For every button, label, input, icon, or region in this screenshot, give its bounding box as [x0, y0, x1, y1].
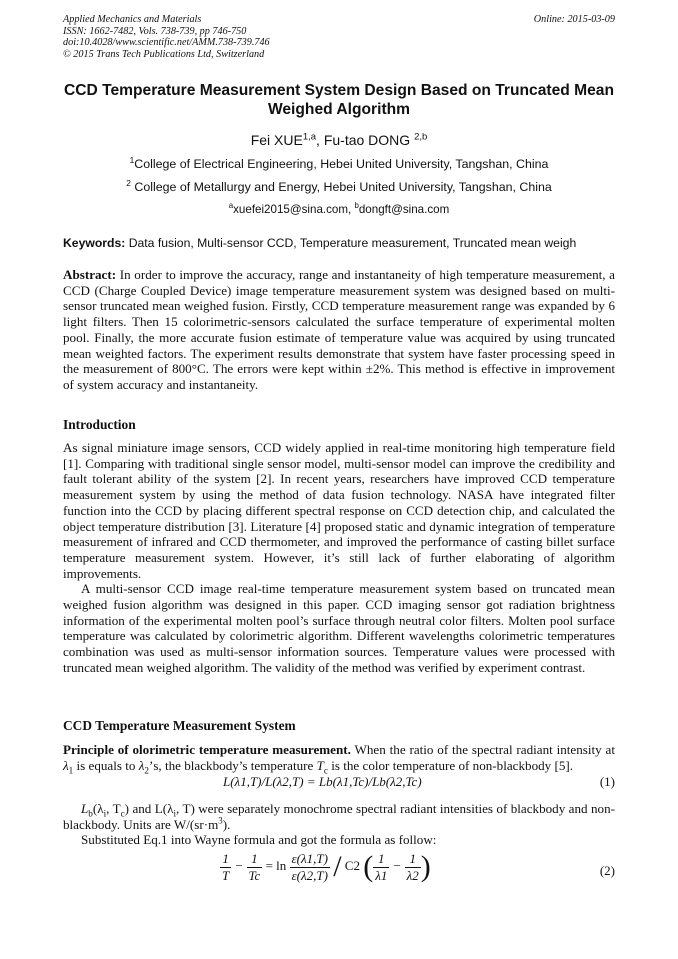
minus-2: − — [392, 857, 402, 873]
principle-text-c: ’s, the blackbody’s temperature — [148, 757, 317, 773]
desc-i-sub: i — [103, 808, 107, 819]
frac-1-over-l1 — [373, 851, 389, 884]
abstract-text: In order to improve the accuracy, range and instantaneity of high temperature measurement, a CCD (Charge Coupled Device) image temperature measurement system was designed based on multi-sensor truncated mean weighed fusion. Firstly, CCD temperature measurement range was expanded by 6 light filters. Then 15 colorimetric-sensors calculated the surface temperature of experimental molten pool. Finally, the more accurate fusion estimate of temperature value was acquired by using truncated mean weighted factors. The experiment results demonstrate that system have faster processing speed in the measurement of 800°C. The errors were kept within ±2%. This method is effective in improvement of system accuracy and instantaneity. — [63, 267, 615, 392]
desc-c-sub: c — [120, 808, 125, 819]
author-2-sup: 2,b — [414, 131, 428, 143]
author-1-sup: 1,a — [302, 131, 317, 143]
desc-text-a: (λ — [92, 801, 104, 816]
affiliation-2 — [63, 177, 615, 194]
abstract — [63, 267, 615, 393]
desc-text-f: ). — [222, 816, 231, 832]
equation-1-number: (1) — [599, 774, 615, 789]
affiliation-2-text: College of Metallurgy and Energy, Hebei United University, Tangshan, China — [134, 180, 552, 194]
affiliation-1 — [63, 154, 615, 171]
keywords-line — [63, 236, 615, 250]
c2-constant: C2 — [344, 857, 360, 873]
doi-line: doi:10.4028/www.scientific.net/AMM.738-739.746 — [63, 37, 270, 49]
frac-1-over-l2 — [405, 851, 421, 884]
keywords-text: Data fusion, Multi-sensor CCD, Temperature measurement, Truncated mean weigh — [128, 236, 577, 250]
epsilon-num: ε(λ1,T) — [291, 850, 328, 866]
epsilon-den: ε(λ2,T) — [291, 867, 328, 883]
keywords-label: Keywords: — [63, 236, 126, 250]
paper-title: CCD Temperature Measurement System Design Based on Truncated Mean Weighed Algorithm — [64, 82, 614, 118]
principle-label: Principle of olorimetric temperature measurement. — [63, 742, 351, 757]
author-line — [63, 132, 615, 148]
email-b[interactable]: dongft@sina.com — [358, 203, 450, 216]
frac-4-num: 1 — [405, 851, 421, 868]
intro-paragraph-2: A multi-sensor CCD image real-time temperature measurement system based on truncated mean weighed fusion algorithm was designed in this paper. CCD imaging sensor got radiation brightness information of the experimental molten pool’s surface through neutral color filters. Molten pool surface temperature was calculated by colorimetric algorithm. Different wavelengths colorimetric temperatures combination was used as multi-sensor information sources. Temperature values were processed with truncated mean weighed algorithm. The validity of the method was verified by experiment contrast. — [63, 581, 615, 675]
principle-text-d: is the color temperature of non-blackbody [5]. — [327, 757, 574, 773]
principle-text-a: When the ratio of the spectral radiant intensity at — [354, 742, 615, 757]
journal-header — [63, 14, 270, 60]
frac-1-num: 1 — [220, 851, 231, 868]
lambda-1-sub: 1 — [68, 765, 74, 776]
equation-1 — [63, 774, 615, 792]
frac-2-den: Tc — [248, 867, 261, 883]
copyright-line: © 2015 Trans Tech Publications Ltd, Switzerland — [63, 48, 265, 60]
email-a[interactable]: xuefei2015@sina.com — [233, 203, 349, 216]
equals-ln: = ln — [265, 857, 287, 873]
tc-symbol: T — [316, 757, 324, 773]
equation-2 — [63, 850, 615, 898]
email-b-sup: b — [354, 201, 359, 211]
section-heading-ccd-system: CCD Temperature Measurement System — [63, 718, 296, 733]
lambda-2-sub: 2 — [144, 765, 149, 776]
desc-text-b: , T — [106, 801, 121, 816]
desc-sup: 3 — [218, 815, 223, 826]
wayne-sentence: Substituted Eq.1 into Wayne formula and got the formula as follow: — [81, 832, 437, 848]
tc-sub: c — [323, 765, 328, 776]
radiant-intensity-description — [63, 801, 615, 848]
online-date: Online: 2015-03-09 — [533, 14, 615, 25]
division-slash: / — [333, 850, 342, 883]
desc-text-d: ) and L(λ — [124, 801, 174, 816]
frac-1-over-tc — [247, 851, 263, 884]
email-line — [63, 203, 615, 216]
introduction-body — [63, 440, 615, 676]
journal-name: Applied Mechanics and Materials — [63, 14, 202, 25]
equation-1-body: L(λ1,T)/L(λ2,T) = Lb(λ1,Tc)/Lb(λ2,Tc) — [223, 774, 422, 789]
author-2: Fu-tao DONG — [323, 132, 411, 148]
lb-symbol: L — [81, 801, 89, 816]
desc-text-e: , T) were separately monochrome spectral radiant intensities of blackbody and non-blackbody. Units are W/(sr·m — [63, 801, 615, 832]
desc-i-sub-2: i — [173, 808, 177, 819]
frac-1-den: T — [222, 867, 230, 883]
frac-1-over-t — [220, 851, 231, 884]
affiliation-1-sup: 1 — [129, 154, 135, 165]
affiliation-2-sup: 2 — [126, 177, 131, 188]
email-separator: , — [348, 203, 355, 216]
author-separator: , — [316, 132, 324, 148]
issn-line: ISSN: 1662-7482, Vols. 738-739, pp 746-750 — [63, 25, 247, 37]
introduction-heading: Introduction — [63, 417, 136, 432]
frac-3-num: 1 — [373, 851, 389, 868]
abstract-label: Abstract: — [63, 267, 117, 282]
minus-1: − — [234, 857, 244, 873]
equation-2-body: $\frac{1}{T}$ − $\frac{1}{Tc}$ = ln $\frac{\varepsilon(\lambda 1,T)}{\varepsilon(\lambda 2,T)}$ / C2 ( $\frac{1}{\lambda 1}$ − $\frac{1}{\lambda 2}$ ) — [222, 850, 431, 883]
lambda-1: λ — [63, 757, 69, 773]
lb-sub: b — [88, 808, 93, 819]
frac-2-num: 1 — [247, 851, 263, 868]
lambda-2: λ — [138, 757, 145, 773]
author-1: Fei XUE — [250, 132, 303, 148]
frac-4-den: λ2 — [406, 867, 419, 883]
principle-text-b: is equals to — [73, 757, 139, 773]
affiliation-1-text: College of Electrical Engineering, Hebei United University, Tangshan, China — [134, 157, 549, 171]
frac-epsilon — [290, 851, 330, 884]
principle-paragraph — [63, 742, 615, 776]
intro-paragraph-1: As signal miniature image sensors, CCD widely applied in real-time monitoring high temperature field [1]. Comparing with traditional single sensor model, multi-sensor model can improve the credibility and fault tolerant ability of the system [2]. In recent years, researchers have improved CCD temperature measurement system by using the method of data fusion technology. NASA have integrated filter function into the CCD by placing different spectral response on CCD detection chip, and calculated the object temperature distribution [3]. Literature [4] proposed static and dynamic integration of temperature measurement of infrared and CCD thermometer, and improved the performance of casting billet surface temperature measurement system. However, it’s still lack of further elaborating of algorithm improvements. — [63, 440, 615, 581]
frac-3-den: λ1 — [375, 867, 388, 883]
equation-2-number: (2) — [599, 863, 615, 878]
email-a-sup: a — [228, 201, 234, 211]
